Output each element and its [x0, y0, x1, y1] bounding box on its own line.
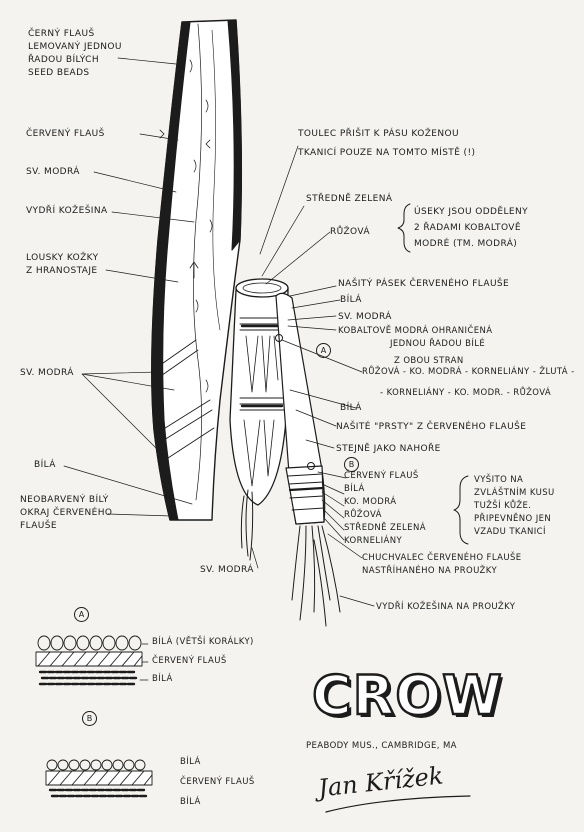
detail-b-marker: B [82, 711, 97, 726]
label-light-blue-2: SV. MODRÁ [20, 368, 74, 378]
label-line: FLAUŠE [20, 521, 57, 531]
label-quiver-attach [298, 128, 475, 160]
label-line: VYŠITO NA [474, 475, 524, 485]
label-line: SEED BEADS [28, 68, 90, 78]
label-line: Z OBOU STRAN [394, 356, 464, 366]
label-line: Z HRANOSTAJE [26, 266, 98, 276]
detail-b-row-1: BÍLÁ [180, 757, 201, 767]
artist-signature: Jan Křížek [316, 761, 445, 803]
label-line: ÚSEKY JSOU ODDĚLENY [414, 207, 528, 217]
label-pink: RŮŽOVÁ [330, 227, 370, 237]
label-line: RŮŽOVÁ - KO. MODRÁ - KORNELIÁNY - ŽLUTÁ - [362, 367, 575, 377]
marker-a-callout: A [316, 343, 331, 358]
label-otter-strips: VYDŘÍ KOŽEŠINA NA PROUŽKY [376, 602, 516, 612]
detail-a-marker: A [74, 607, 89, 622]
label-line: ČERNÝ FLAUŠ [28, 29, 95, 39]
label-white-3: BÍLÁ [340, 403, 362, 413]
label-bead-sequence [362, 366, 575, 400]
label-line: 2 ŘADAMI KOBALTOVĚ [414, 223, 521, 233]
label-panel-b-note [474, 474, 555, 539]
label-line: TUŽŠÍ KŮŽE. [474, 501, 532, 511]
label-line: RŮŽOVÁ [344, 510, 382, 520]
label-line: PŘIPEVNĚNO JEN [474, 514, 552, 524]
label-line: VZADU TKANICÍ [474, 527, 546, 537]
label-medium-green: STŘEDNĚ ZELENÁ [306, 194, 393, 204]
crow-logo: CROW [312, 664, 503, 727]
label-otter-fur: VYDŘÍ KOŽEŠINA [26, 206, 108, 216]
detail-a-beads [36, 636, 148, 684]
detail-a-row-2: ČERVENÝ FLAUŠ [152, 656, 227, 666]
label-fingers: NAŠITÉ "PRSTY" Z ČERVENÉHO FLAUŠE [336, 422, 527, 432]
museum-credit: PEABODY MUS., CAMBRIDGE, MA [306, 741, 457, 751]
label-panel-b-list [344, 470, 426, 548]
label-cobalt [338, 325, 492, 368]
label-line: KO. MODRÁ [344, 497, 397, 507]
marker-b-callout: B [344, 457, 359, 472]
label-white-1: BÍLÁ [34, 460, 56, 470]
label-line: - KORNELIÁNY - KO. MODR. - RŮŽOVÁ [380, 388, 552, 398]
label-line: KOBALTOVĚ MODRÁ OHRANIČENÁ [338, 326, 493, 336]
label-tassel [362, 552, 522, 578]
label-line: OKRAJ ČERVENÉHO [20, 508, 113, 518]
label-ermine-strips [26, 252, 99, 278]
label-line: TKANICÍ POUZE NA TOMTO MÍSTĚ (!) [298, 148, 476, 158]
label-line: TOULEC PŘIŠIT K PÁSU KOŽENOU [298, 129, 459, 139]
label-sewn-strip: NAŠITÝ PÁSEK ČERVENÉHO FLAUŠE [338, 279, 510, 289]
label-line: BÍLÁ [344, 484, 365, 494]
label-light-blue-4: SV. MODRÁ [338, 312, 392, 322]
label-same-as-above: STEJNĚ JAKO NAHOŘE [336, 444, 441, 454]
brace-b [454, 476, 468, 544]
detail-b-beads [46, 760, 152, 796]
label-line: ČERVENÝ FLAUŠ [344, 471, 419, 481]
detail-a-row-1: BÍLÁ (VĚTŠÍ KORÁLKY) [152, 637, 254, 647]
brace-sections [398, 204, 410, 252]
label-black-cloth [28, 28, 122, 80]
detail-b-row-3: BÍLÁ [180, 797, 201, 807]
label-light-blue-1: SV. MODRÁ [26, 167, 80, 177]
label-line: LEMOVANÝ JEDNOU [28, 42, 122, 52]
label-red-cloth: ČERVENÝ FLAUŠ [26, 129, 105, 139]
label-white-2: BÍLÁ [340, 295, 362, 305]
red-cloth-tassel [292, 526, 340, 626]
label-undyed-edge [20, 494, 112, 533]
label-sections [414, 206, 528, 251]
label-line: MODRÉ (TM. MODRÁ) [414, 239, 518, 249]
label-line: KORNELIÁNY [344, 536, 403, 546]
detail-a-row-3: BÍLÁ [152, 674, 173, 684]
label-line: STŘEDNĚ ZELENÁ [344, 523, 426, 533]
label-line: JEDNOU ŘADOU BÍLÉ [390, 339, 486, 349]
label-line: ŘADOU BÍLÝCH [28, 55, 100, 65]
label-light-blue-3: SV. MODRÁ [200, 565, 254, 575]
detail-b-row-2: ČERVENÝ FLAUŠ [180, 777, 255, 787]
label-line: NEOBARVENÝ BÍLÝ [20, 495, 109, 505]
label-line: ZVLÁŠTNÍM KUSU [474, 488, 555, 498]
label-line: CHUCHVALEC ČERVENÉHO FLAUŠE [362, 553, 522, 563]
label-line: NASTŘÍHANÉHO NA PROUŽKY [362, 566, 498, 576]
label-line: LOUSKY KOŽKY [26, 253, 99, 263]
